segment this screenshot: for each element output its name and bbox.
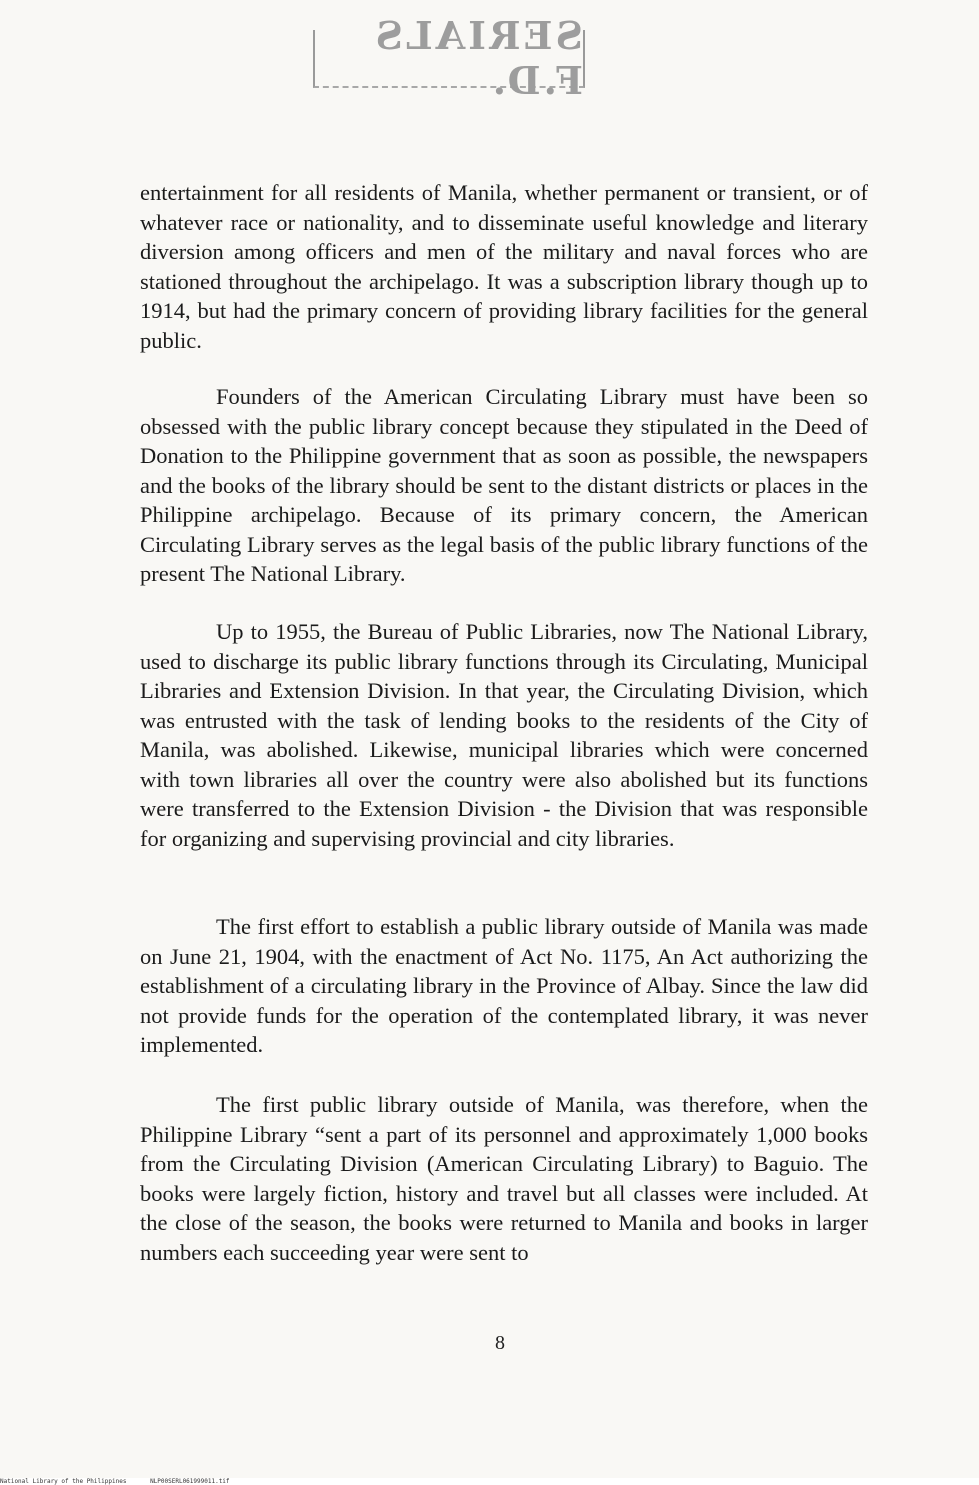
- paragraph-3: Up to 1955, the Bureau of Public Libraries, now The National Library, used to discharge its public library functions through its Circulating, Municipal Libraries and Extension Division. In that year, the Circulating Division, which was entrusted with the task of lending books to the residents of the City of Manila, was abolished. Likewise, municipal libraries which were concerned with town libraries all over the country were also abolished but its functions were transferred to the Extension Division - the Division that was responsible for organizing and supervising provincial and city libraries.: [140, 619, 868, 851]
- footer-institution: National Library of the Philippines: [0, 1478, 127, 1485]
- paragraph-2: Founders of the American Circulating Library must have been so obsessed with the public library concept because they stipulated in the Deed of Donation to the Philippine government that as soon as possible, the newspapers and the books of the library should be sent to the distant districts or places in the Philippine archipelago. Because of its primary concern, the American Circulating Library serves as the legal basis of the public library functions of the present The National Library.: [140, 384, 868, 586]
- page-number: 8: [495, 1332, 505, 1354]
- paragraph-4: The first effort to establish a public library outside of Manila was made on June 21, 1904, with the enactment of Act No. 1175, An Act authorizing the establishment of a circulating library in the Province of Albay. Since the law did not provide funds for the operation of the contemplated library, it was never implemented.: [140, 914, 868, 1057]
- serials-stamp: [313, 13, 585, 103]
- paragraph-1: entertainment for all residents of Manila, whether permanent or transient, or of whatever race or nationality, and to disseminate useful knowledge and literary diversion among officers and men of the military and naval forces who are stationed throughout the archipelago. It was a subscription library though up to 1914, but had the primary concern of providing library facilities for the general public.: [140, 180, 868, 353]
- scan-footer: [0, 1478, 979, 1485]
- footer-file-id: NLP00SERL061999011.tif: [150, 1478, 230, 1485]
- paragraph-5: The first public library outside of Manila, was therefore, when the Philippine Library “sent a part of its personnel and approximately 1,000 books from the Circulating Division (American Circulating Library) to Baguio. The books were largely fiction, history and travel but all classes were included. At the close of the season, the books were returned to Manila and books in larger numbers each succeeding year were sent to: [140, 1092, 868, 1265]
- stamp-text: SERIALS F.D.: [372, 13, 583, 103]
